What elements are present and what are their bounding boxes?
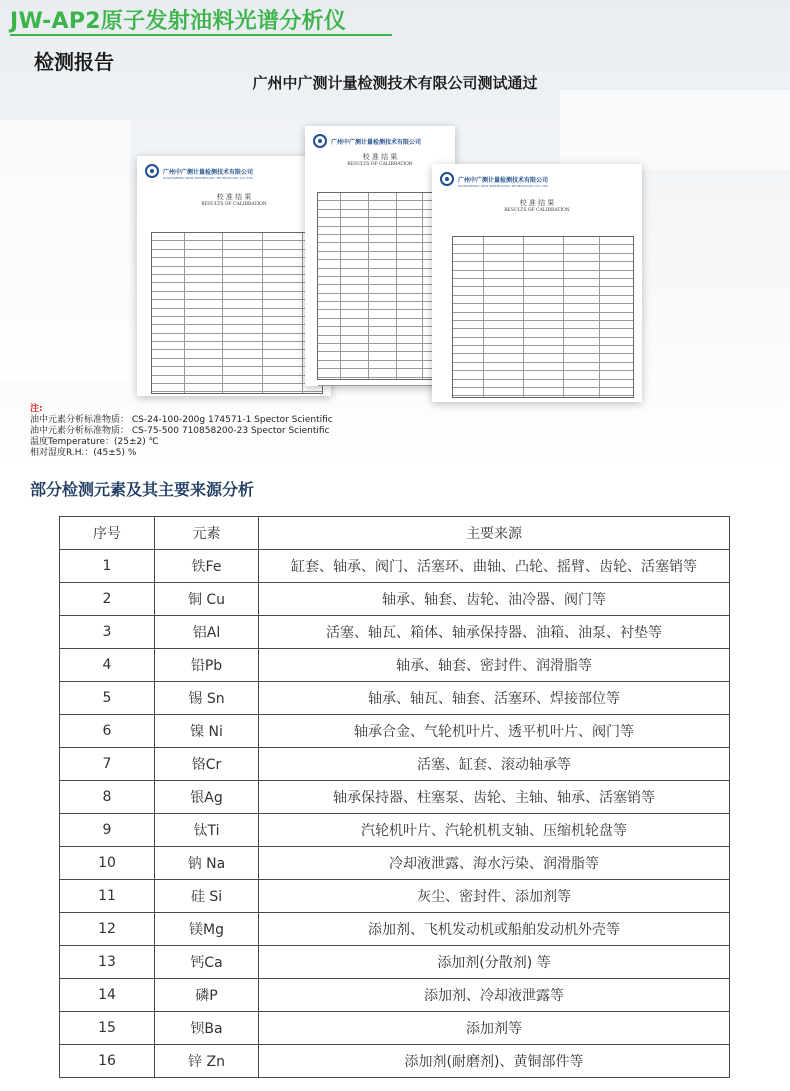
certificate-grid-row [453,254,633,262]
table-row [60,550,730,583]
row-element: 铬Cr [155,748,259,781]
background-panel [560,90,790,170]
row-element: 镁Mg [155,913,259,946]
row-source: 轴承、轴套、密封件、润滑脂等 [259,649,730,682]
certificate-grid-row [453,262,633,270]
table-row [60,880,730,913]
certificate-title: 校 准 结 果 [216,193,252,201]
certificate-grid-row [318,336,444,344]
certificate-grid-row [318,285,444,293]
section-heading: 部分检测元素及其主要来源分析 [30,480,255,499]
certificate-grid-row [453,245,633,253]
company-logo-icon [440,172,454,186]
row-element: 铁Fe [155,550,259,583]
certificate-grid-row [453,321,633,329]
certificate-grid-row [152,392,322,396]
test-notes [30,404,333,459]
row-index: 2 [60,583,155,616]
row-source: 添加剂、冷却液泄露等 [259,979,730,1012]
row-source: 缸套、轴承、阀门、活塞环、曲轴、凸轮、摇臂、齿轮、活塞销等 [259,550,730,583]
certificate-org-name-en: GUANGZHOU NEW METROLOGY TECHNOLOGY CO.,LTD [163,176,253,180]
table-row [60,682,730,715]
certificate-title-en: RESULTS OF CALIBRATION [347,162,413,167]
certificate-grid-row [318,243,444,251]
row-index: 10 [60,847,155,880]
row-source: 冷却液泄露、海水污染、润滑脂等 [259,847,730,880]
certificate-grid-row [152,384,322,392]
table-row [60,913,730,946]
row-element: 钙Ca [155,946,259,979]
report-heading: 检测报告 [34,50,114,74]
certificate-grid-row [152,241,322,249]
certificate-grid-row [152,283,322,291]
certificate-grid-row [152,350,322,358]
table-row [60,1045,730,1078]
row-source: 轴承保持器、柱塞泵、齿轮、主轴、轴承、活塞销等 [259,781,730,814]
row-index: 6 [60,715,155,748]
row-source: 灰尘、密封件、添加剂等 [259,880,730,913]
certificate-grid-row [152,275,322,283]
row-source: 活塞、轴瓦、箱体、轴承保持器、油箱、油泵、衬垫等 [259,616,730,649]
table-row [60,1012,730,1045]
certificate-grid-row [318,294,444,302]
certificate-grid-row [152,300,322,308]
row-element: 铝Al [155,616,259,649]
row-index: 4 [60,649,155,682]
row-source: 添加剂、飞机发动机或船舶发动机外壳等 [259,913,730,946]
product-title: JW-AP2原子发射油料光谱分析仪 [10,9,347,34]
certificate-grid-row [152,334,322,342]
certificate-results-grid [151,232,323,394]
note-line: 相对湿度R.H.：(45±5) % [30,448,137,458]
element-source-table [59,516,730,1078]
certificate-grid-row [318,201,444,209]
row-index: 14 [60,979,155,1012]
row-source: 轴承、轴瓦、轴套、活塞环、焊接部位等 [259,682,730,715]
note-line: 油中元素分析标准物质： CS-75-500 710858200-23 Spector Scientific [30,426,330,436]
note-line: 油中元素分析标准物质： CS-24-100-200g 174571-1 Spector Scientific [30,415,333,425]
table-row [60,946,730,979]
column-header-element: 元素 [155,517,259,550]
table-row [60,583,730,616]
certificate-grid-row [318,277,444,285]
row-index: 11 [60,880,155,913]
certificate-grid-row [152,267,322,275]
row-source: 轴承、轴套、齿轮、油冷器、阀门等 [259,583,730,616]
certificate-grid-row [318,319,444,327]
certificate-grid-row [152,233,322,241]
row-index: 5 [60,682,155,715]
row-index: 9 [60,814,155,847]
row-element: 银Ag [155,781,259,814]
certificate-grid-row [318,210,444,218]
table-row [60,748,730,781]
certificate-org-name-en: GUANGZHOU NEW METROLOGY TECHNOLOGY CO.,LTD [458,184,548,188]
certificate-grid-row [152,292,322,300]
certificate-grid-row [453,354,633,362]
row-element: 镍 Ni [155,715,259,748]
note-line: 温度Temperature：(25±2) ℃ [30,437,159,447]
certificate-grid-row [318,327,444,335]
certificate-grid-row [453,271,633,279]
calibration-certificate-1 [137,156,331,396]
certificate-grid-row [152,367,322,375]
certificate-grid-row [152,317,322,325]
certificate-grid-row [318,218,444,226]
table-row [60,616,730,649]
certificate-grid-row [318,344,444,352]
certificate-grid-row [152,359,322,367]
certificate-results-grid [317,192,445,380]
row-element: 硅 Si [155,880,259,913]
row-index: 3 [60,616,155,649]
company-logo-icon [313,134,327,148]
row-element: 铅Pb [155,649,259,682]
certificate-grid-row [453,304,633,312]
row-index: 16 [60,1045,155,1078]
certificate-grid-row [453,287,633,295]
certificate-grid-row [453,380,633,388]
row-index: 15 [60,1012,155,1045]
table-row [60,715,730,748]
row-source: 轴承合金、气轮机叶片、透平机叶片、阀门等 [259,715,730,748]
column-header-index: 序号 [60,517,155,550]
certificate-grid-row [152,342,322,350]
certificate-grid-row [318,310,444,318]
certificate-grid-row [318,193,444,201]
row-source: 添加剂(耐磨剂)、黄铜部件等 [259,1045,730,1078]
background-panel [0,120,130,380]
table-row [60,814,730,847]
certificate-grid-row [453,313,633,321]
certificate-grid-row [318,369,444,377]
row-source: 添加剂(分散剂) 等 [259,946,730,979]
certificate-grid-row [453,371,633,379]
row-index: 8 [60,781,155,814]
row-element: 磷P [155,979,259,1012]
certificate-grid-row [318,269,444,277]
row-element: 铜 Cu [155,583,259,616]
row-element: 锌 Zn [155,1045,259,1078]
row-index: 7 [60,748,155,781]
certificate-grid-row [318,227,444,235]
column-header-source: 主要来源 [259,517,730,550]
certificate-grid-row [318,252,444,260]
title-underline [10,34,392,36]
row-index: 1 [60,550,155,583]
certificate-grid-row [318,378,444,386]
certificate-grid-row [318,260,444,268]
certificate-grid-row [453,388,633,396]
certificate-org-name: 广州中广测计量检测技术有限公司 [331,138,422,146]
certificate-title-en: RESULTS OF CALIBRATION [201,202,267,207]
certificate-results-grid [452,236,634,398]
certificate-title: 校 准 结 果 [362,153,398,161]
notes-label: 注: [30,404,43,414]
certificate-grid-row [453,329,633,337]
certificate-grid-row [453,237,633,245]
certificate-grid-row [152,376,322,384]
certificate-title-en: RESULTS OF CALIBRATION [504,208,570,213]
row-source: 活塞、缸套、滚动轴承等 [259,748,730,781]
table-row [60,979,730,1012]
certificate-grid-row [318,302,444,310]
certificate-grid-row [453,396,633,402]
table-row [60,649,730,682]
certificate-grid-row [453,346,633,354]
certificate-title: 校 准 结 果 [519,199,555,207]
certificate-grid-row [453,279,633,287]
row-index: 12 [60,913,155,946]
certificate-grid-row [318,235,444,243]
certificate-grid-row [453,363,633,371]
certificate-org-name: 广州中广测计量检测技术有限公司 [458,176,549,184]
certificate-grid-row [152,325,322,333]
company-logo-icon [145,164,159,178]
row-source: 添加剂等 [259,1012,730,1045]
certificate-grid-row [453,338,633,346]
row-element: 钡Ba [155,1012,259,1045]
table-row [60,847,730,880]
row-index: 13 [60,946,155,979]
row-element: 钛Ti [155,814,259,847]
table-row [60,781,730,814]
certificate-grid-row [318,361,444,369]
row-source: 汽轮机叶片、汽轮机机支轴、压缩机轮盘等 [259,814,730,847]
report-subtitle: 广州中广测计量检测技术有限公司测试通过 [252,74,538,92]
row-element: 锡 Sn [155,682,259,715]
certificate-org-name: 广州中广测计量检测技术有限公司 [163,168,254,176]
certificate-grid-row [453,296,633,304]
certificate-grid-row [152,250,322,258]
certificate-grid-row [152,309,322,317]
calibration-certificate-3 [432,164,642,402]
certificate-grid-row [318,352,444,360]
table-header-row [60,517,730,550]
certificate-grid-row [152,258,322,266]
row-element: 钠 Na [155,847,259,880]
